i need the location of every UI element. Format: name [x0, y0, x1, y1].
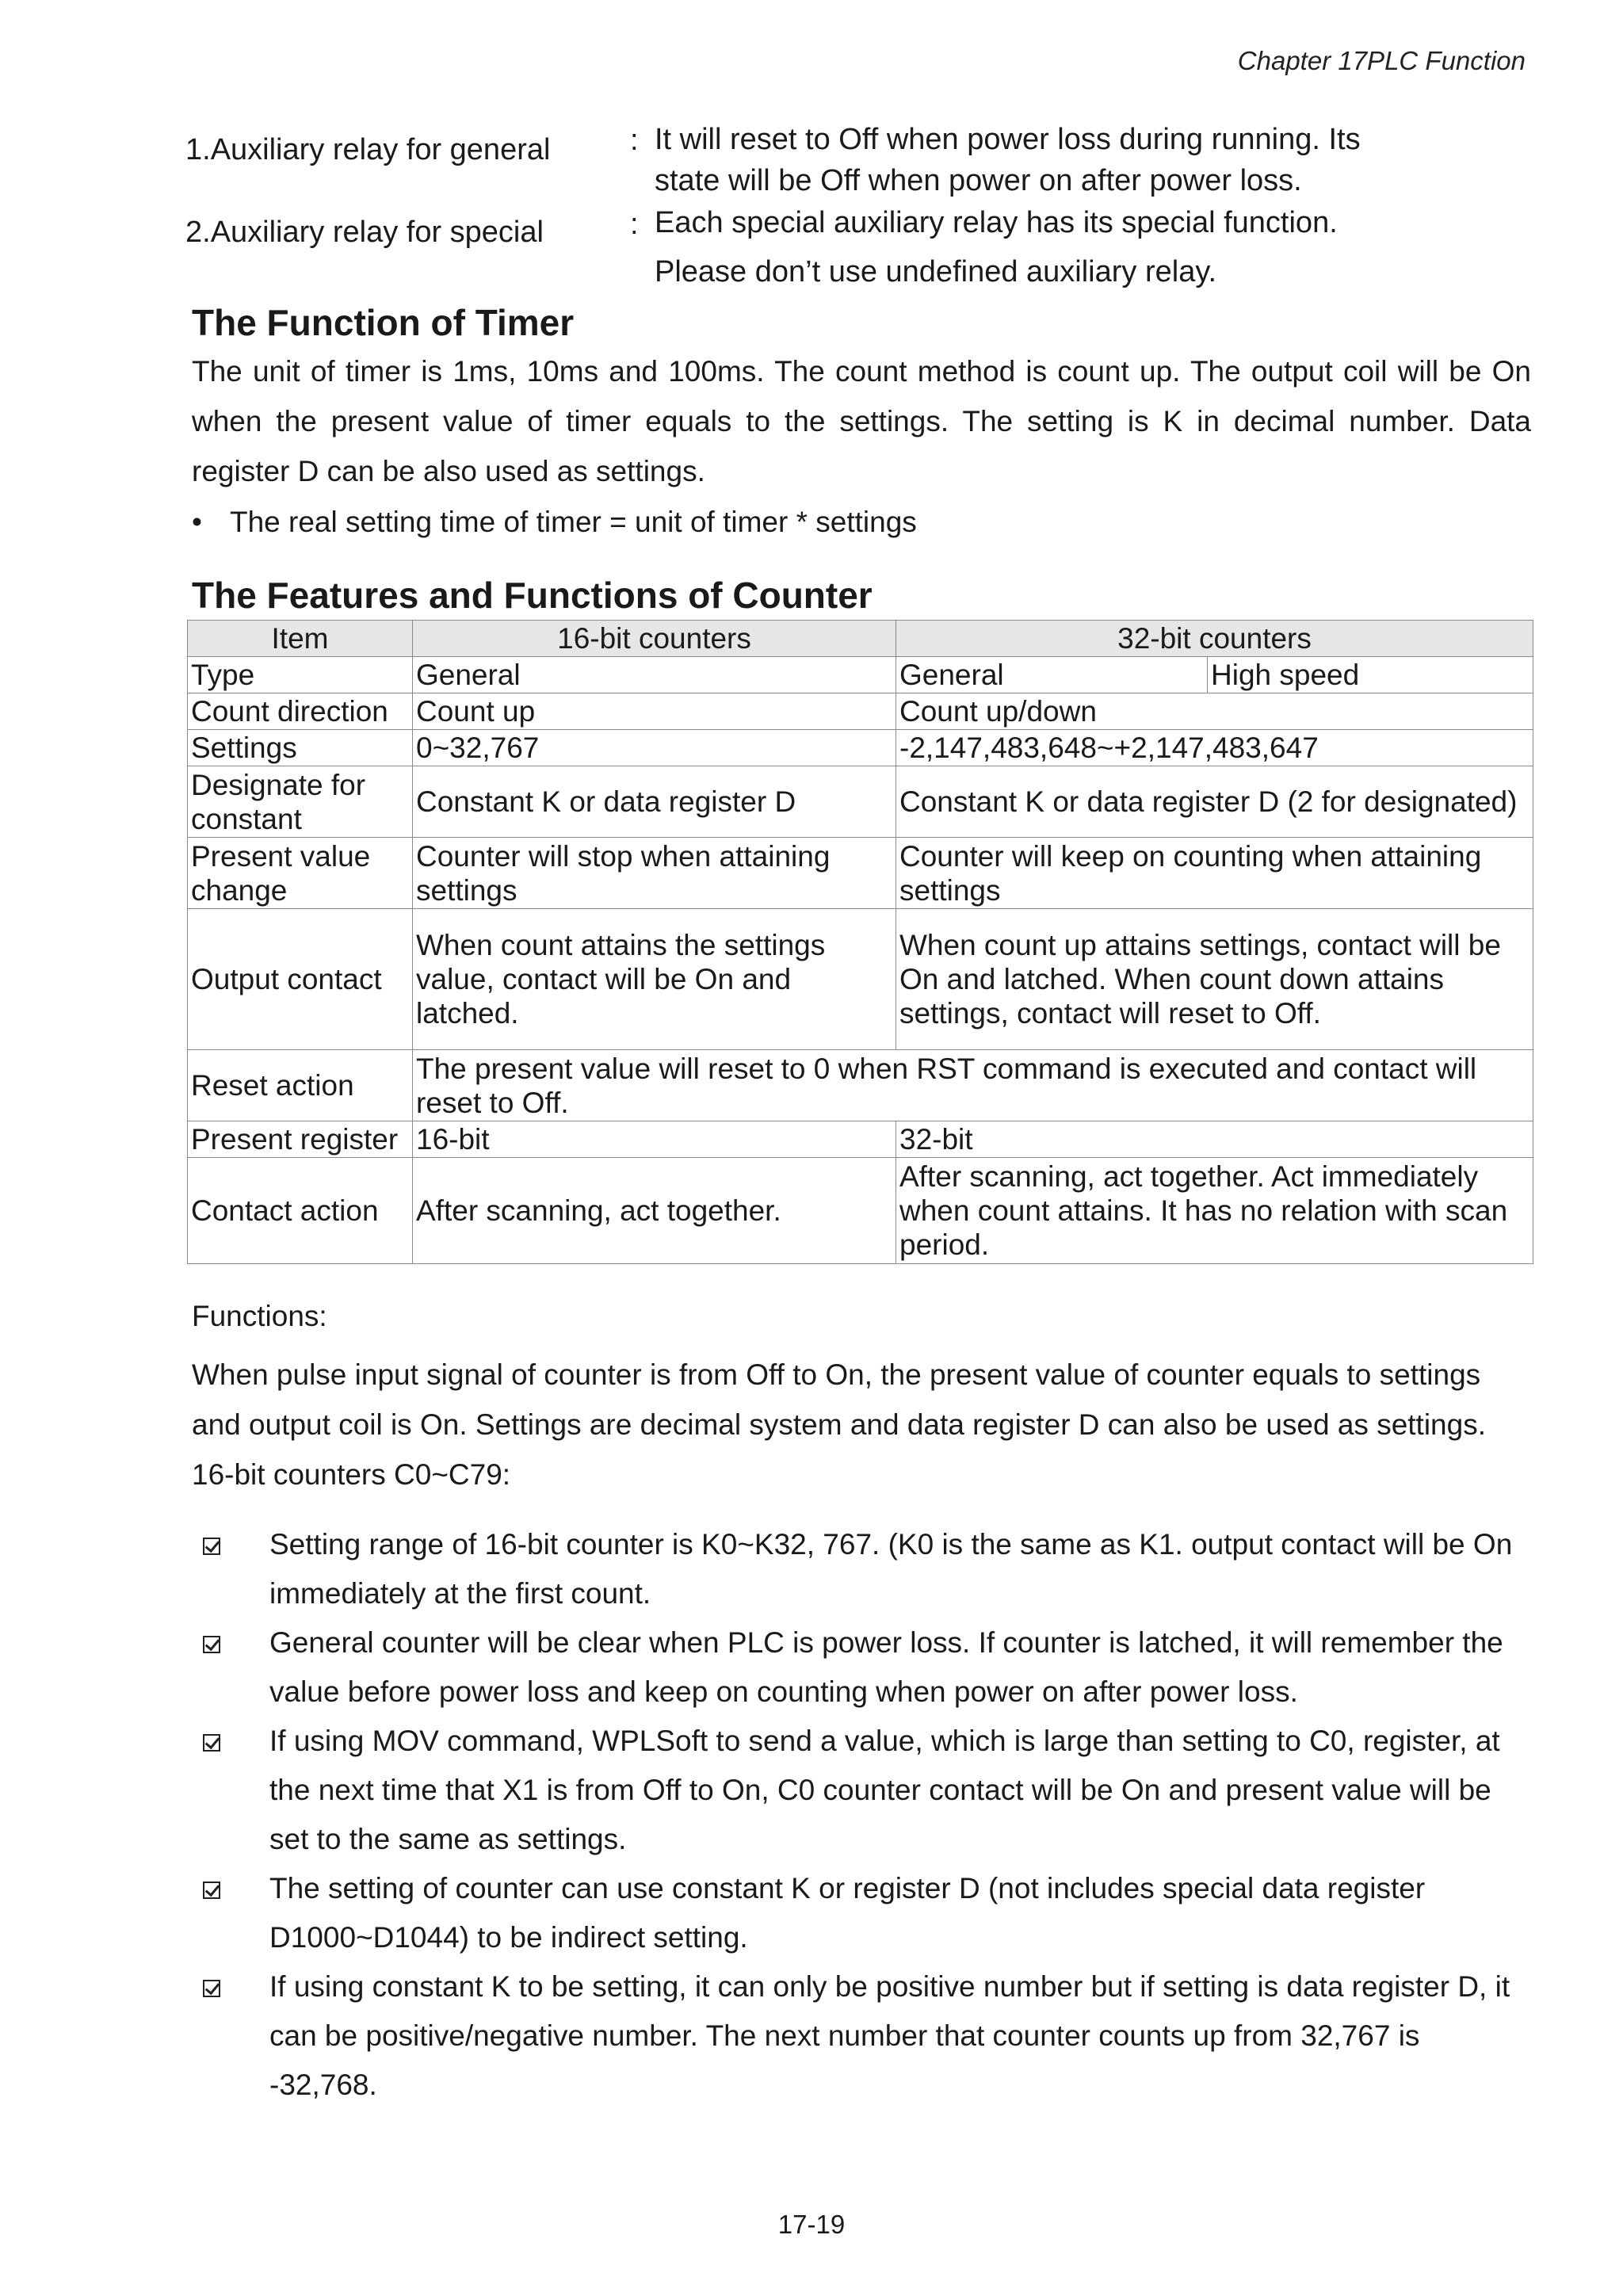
table-cell: Type — [188, 657, 413, 693]
definition-text-special — [655, 202, 1338, 292]
table-cell: 32-bit — [896, 1121, 1533, 1158]
counter-heading: The Features and Functions of Counter — [192, 575, 873, 616]
counter-features-table — [187, 620, 1533, 1264]
definition-line: It will reset to Off when power loss during running. Its — [655, 123, 1361, 156]
chapter-header: Chapter 17PLC Function — [1237, 46, 1526, 75]
table-row — [188, 766, 1533, 838]
timer-bullet-text: The real setting time of timer = unit of timer * settings — [230, 506, 917, 538]
table-header-row — [188, 621, 1533, 657]
table-cell: Output contact — [188, 909, 413, 1050]
definition-line: Please don’t use undefined auxiliary relay. — [655, 255, 1217, 288]
table-row — [188, 730, 1533, 766]
check-item-text: If using MOV command, WPLSoft to send a value, which is large than setting to C0, register, at the next time that X1 is from Off to On, C0 counter contact will be On and present value will be set to the same as settings. — [269, 1725, 1500, 1855]
timer-bullet — [192, 506, 917, 539]
definition-text-general — [655, 119, 1361, 201]
table-cell: Count up — [413, 693, 896, 730]
table-cell: Count direction — [188, 693, 413, 730]
table-cell: After scanning, act together. Act immediately when count attains. It has no relation with scan period. — [896, 1158, 1533, 1264]
table-cell: Constant K or data register D — [413, 766, 896, 838]
checked-box-icon — [203, 1881, 220, 1899]
functions-label: Functions: — [192, 1300, 327, 1332]
table-row — [188, 838, 1533, 909]
timer-paragraph: The unit of timer is 1ms, 10ms and 100ms. The count method is count up. The output coil will be On when the present value of timer equals to the settings. The setting is K in decimal number. Data register D can be also used as settings. — [192, 355, 1531, 487]
table-cell: 0~32,767 — [413, 730, 896, 766]
functions-paragraph: When pulse input signal of counter is from Off to On, the present value of counter equals to settings and output coil is On. Settings are decimal system and data register D can also be used as settings. — [192, 1358, 1486, 1441]
checked-box-icon — [203, 1980, 220, 1997]
table-cell: Constant K or data register D (2 for designated) — [896, 766, 1533, 838]
check-item-text: The setting of counter can use constant K or register D (not includes special data register D1000~D1044) to be indirect setting. — [269, 1872, 1426, 1954]
table-cell: 16-bit — [413, 1121, 896, 1158]
table-cell: General — [896, 657, 1208, 693]
table-row — [188, 657, 1533, 693]
definition-term-general: 1.Auxiliary relay for general — [185, 133, 551, 166]
table-cell: Settings — [188, 730, 413, 766]
table-cell: -2,147,483,648~+2,147,483,647 — [896, 730, 1533, 766]
definition-colon: : — [630, 208, 639, 241]
checked-box-icon — [203, 1636, 220, 1653]
table-row — [188, 693, 1533, 730]
checked-box-icon — [203, 1538, 220, 1555]
table-row — [188, 1158, 1533, 1264]
checked-box-icon — [203, 1734, 220, 1752]
table-row — [188, 1050, 1533, 1121]
timer-heading: The Function of Timer — [192, 302, 575, 343]
table-cell: Counter will stop when attaining settings — [413, 838, 896, 909]
check-item-text: Setting range of 16-bit counter is K0~K32, 767. (K0 is the same as K1. output contact will be On immediately at the first count. — [269, 1528, 1513, 1610]
table-cell: Present register — [188, 1121, 413, 1158]
table-cell: When count attains the settings value, contact will be On and latched. — [413, 909, 896, 1050]
table-header-cell: 16-bit counters — [413, 621, 896, 657]
definition-term-special: 2.Auxiliary relay for special — [185, 216, 544, 249]
table-cell: Contact action — [188, 1158, 413, 1264]
table-row — [188, 1121, 1533, 1158]
table-header-cell: 32-bit counters — [896, 621, 1533, 657]
table-cell: When count up attains settings, contact will be On and latched. When count down attains settings, contact will reset to Off. — [896, 909, 1533, 1050]
table-cell: Reset action — [188, 1050, 413, 1121]
table-cell: Designate for constant — [188, 766, 413, 838]
page-number: 17-19 — [777, 2210, 846, 2239]
table-cell: Counter will keep on counting when attaining settings — [896, 838, 1533, 909]
definition-line: state will be Off when power on after power loss. — [655, 164, 1302, 197]
functions-subheading: 16-bit counters C0~C79: — [192, 1458, 511, 1491]
table-cell: After scanning, act together. — [413, 1158, 896, 1264]
definition-line: Each special auxiliary relay has its special function. — [655, 206, 1338, 239]
table-cell: Present value change — [188, 838, 413, 909]
table-cell: General — [413, 657, 896, 693]
check-item-text: If using constant K to be setting, it can only be positive number but if setting is data register D, it can be positive/negative number. The next number that counter counts up from 32,767 is -32,768. — [269, 1970, 1510, 2101]
table-header-cell: Item — [188, 621, 413, 657]
check-item-text: General counter will be clear when PLC is power loss. If counter is latched, it will remember the value before power loss and keep on counting when power on after power loss. — [269, 1626, 1503, 1708]
table-row — [188, 909, 1533, 1050]
definition-colon: : — [630, 124, 639, 157]
bullet-marker: • — [192, 506, 202, 538]
table-cell: Count up/down — [896, 693, 1533, 730]
table-cell: High speed — [1208, 657, 1533, 693]
table-cell: The present value will reset to 0 when RST command is executed and contact will reset to Off. — [413, 1050, 1533, 1121]
